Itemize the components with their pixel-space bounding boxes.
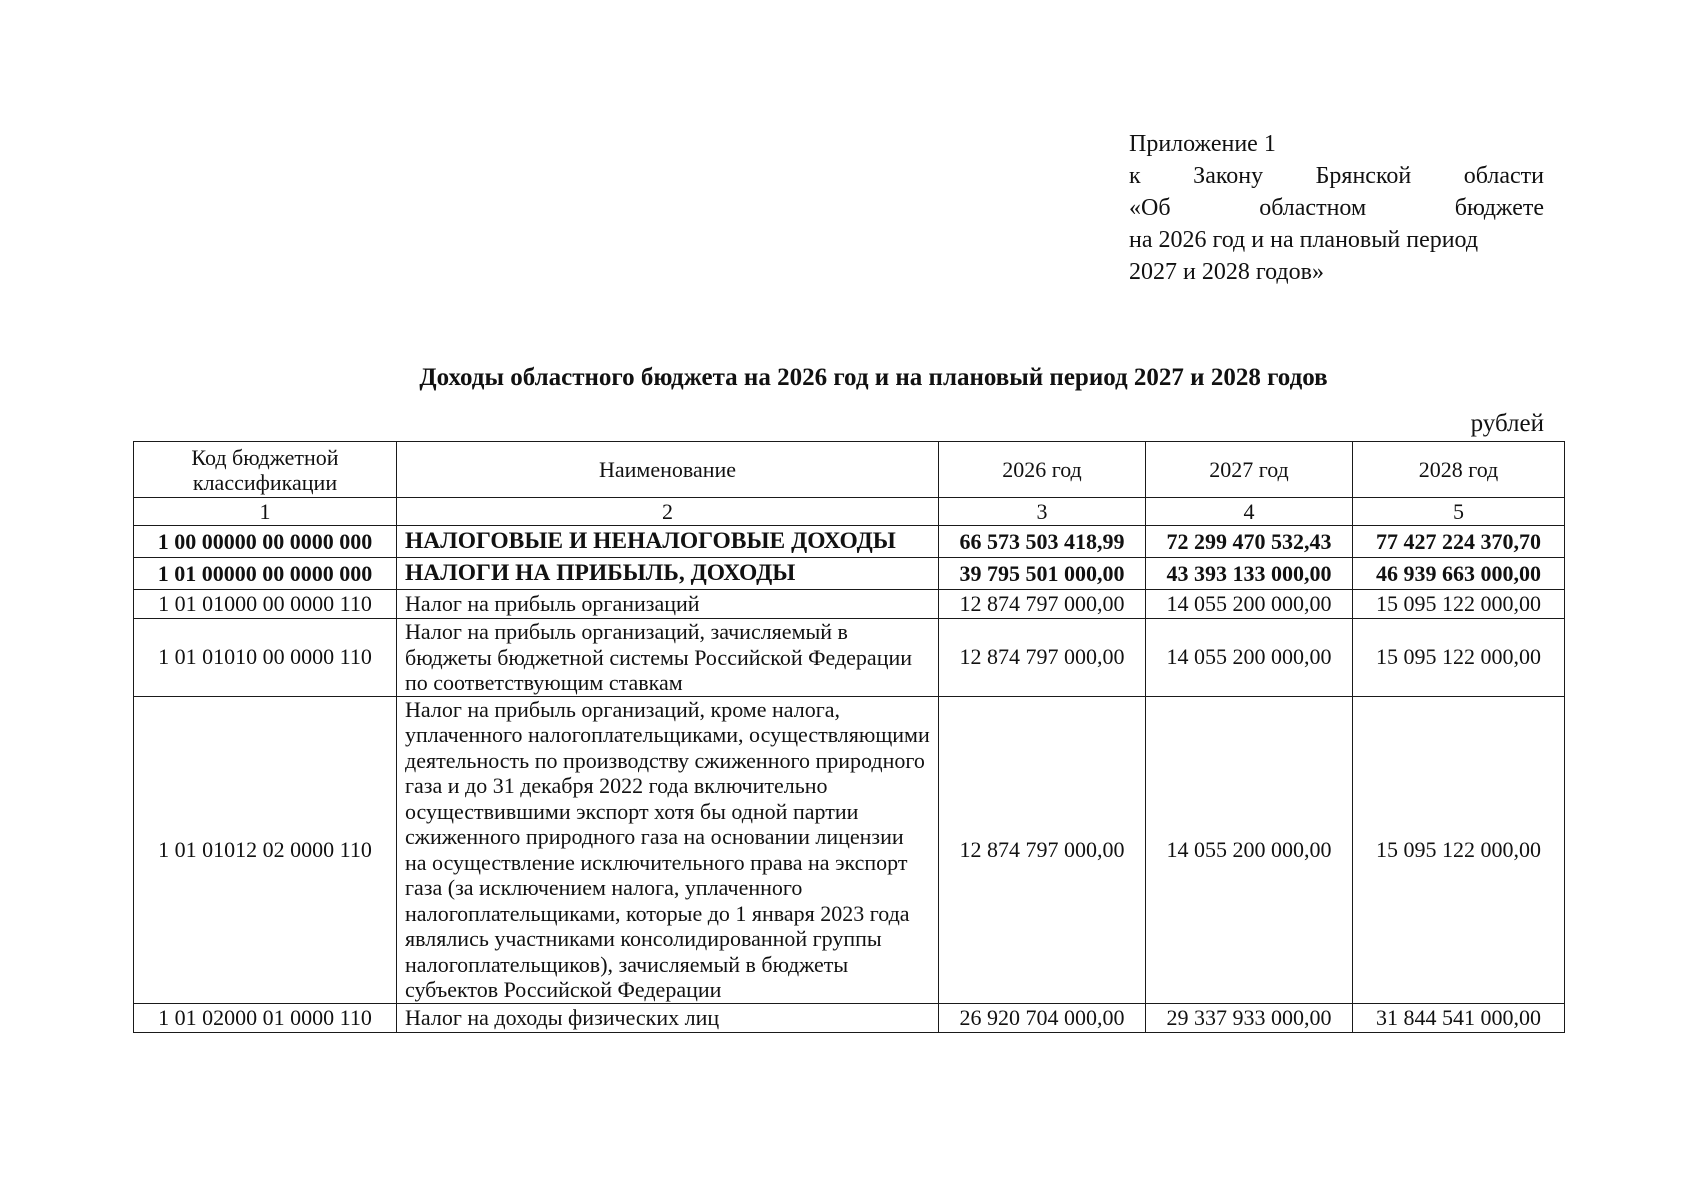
row-value-2026: 12 874 797 000,00 (939, 619, 1146, 697)
column-number: 4 (1146, 498, 1353, 526)
column-number: 1 (134, 498, 397, 526)
appendix-word: области (1463, 163, 1544, 189)
appendix-word: бюджете (1454, 195, 1544, 221)
row-name: Налог на прибыль организаций, зачисляемый в бюджеты бюджетной системы Российской Федерации по соответствующим ставкам (397, 619, 939, 697)
appendix-line-5: 2027 и 2028 годов» (1129, 259, 1324, 285)
appendix-word: Брянской (1315, 163, 1412, 189)
appendix-line-4: на 2026 год и на плановый период (1129, 227, 1479, 253)
header-code: Код бюджетной классификации (134, 442, 397, 498)
row-value-2028: 46 939 663 000,00 (1353, 558, 1565, 590)
row-value-2026: 66 573 503 418,99 (939, 526, 1146, 558)
column-number: 2 (397, 498, 939, 526)
row-code: 1 01 01010 00 0000 110 (134, 619, 397, 697)
table-row (134, 619, 1565, 697)
appendix-line-1: Приложение 1 (1129, 131, 1276, 157)
row-name: Налог на прибыль организаций (397, 590, 939, 619)
row-name: НАЛОГИ НА ПРИБЫЛЬ, ДОХОДЫ (397, 558, 939, 590)
row-value-2028: 15 095 122 000,00 (1353, 590, 1565, 619)
row-code: 1 01 01012 02 0000 110 (134, 696, 397, 1003)
currency-unit: рублей (1470, 410, 1544, 437)
appendix-word: областном (1259, 195, 1367, 221)
appendix-word: «Об (1129, 195, 1171, 221)
appendix-note (1129, 128, 1544, 288)
column-number: 5 (1353, 498, 1565, 526)
row-name: Налог на доходы физических лиц (397, 1003, 939, 1032)
row-value-2026: 12 874 797 000,00 (939, 590, 1146, 619)
table-row (134, 558, 1565, 590)
appendix-line-2 (1129, 160, 1544, 192)
column-number: 3 (939, 498, 1146, 526)
header-name: Наименование (397, 442, 939, 498)
row-value-2026: 26 920 704 000,00 (939, 1003, 1146, 1032)
row-code: 1 01 00000 00 0000 000 (134, 558, 397, 590)
header-2027: 2027 год (1146, 442, 1353, 498)
row-value-2028: 15 095 122 000,00 (1353, 696, 1565, 1003)
table-row (134, 696, 1565, 1003)
budget-revenue-table (133, 441, 1565, 1033)
row-code: 1 01 01000 00 0000 110 (134, 590, 397, 619)
table-header-row (134, 442, 1565, 498)
header-2026: 2026 год (939, 442, 1146, 498)
row-code: 1 00 00000 00 0000 000 (134, 526, 397, 558)
table-row (134, 1003, 1565, 1032)
appendix-word: к (1129, 163, 1141, 189)
row-code: 1 01 02000 01 0000 110 (134, 1003, 397, 1032)
row-name: НАЛОГОВЫЕ И НЕНАЛОГОВЫЕ ДОХОДЫ (397, 526, 939, 558)
appendix-word: Закону (1193, 163, 1264, 189)
row-value-2028: 77 427 224 370,70 (1353, 526, 1565, 558)
row-value-2026: 12 874 797 000,00 (939, 696, 1146, 1003)
row-value-2028: 15 095 122 000,00 (1353, 619, 1565, 697)
header-2028: 2028 год (1353, 442, 1565, 498)
row-value-2028: 31 844 541 000,00 (1353, 1003, 1565, 1032)
row-value-2027: 14 055 200 000,00 (1146, 619, 1353, 697)
row-value-2026: 39 795 501 000,00 (939, 558, 1146, 590)
appendix-line-3 (1129, 192, 1544, 224)
row-name: Налог на прибыль организаций, кроме налога, уплаченного налогоплательщиками, осуществляющими деятельность по производству сжиженного природного газа и до 31 декабря 2022 года включительно осуществившими экспорт хотя бы одной партии сжиженного природного газа на основании лицензии на осуществление исключительного права на экспорт газа (за исключением налога, уплаченного налогоплательщиками, которые до 1 января 2023 года являлись участниками консолидированной группы налогоплательщиков), зачисляемый в бюджеты субъектов Российской Федерации (397, 696, 939, 1003)
column-number-row (134, 498, 1565, 526)
row-value-2027: 14 055 200 000,00 (1146, 696, 1353, 1003)
row-value-2027: 14 055 200 000,00 (1146, 590, 1353, 619)
row-value-2027: 43 393 133 000,00 (1146, 558, 1353, 590)
row-value-2027: 29 337 933 000,00 (1146, 1003, 1353, 1032)
table-row (134, 526, 1565, 558)
document-title: Доходы областного бюджета на 2026 год и на плановый период 2027 и 2028 годов (419, 364, 1328, 391)
row-value-2027: 72 299 470 532,43 (1146, 526, 1353, 558)
table-row (134, 590, 1565, 619)
